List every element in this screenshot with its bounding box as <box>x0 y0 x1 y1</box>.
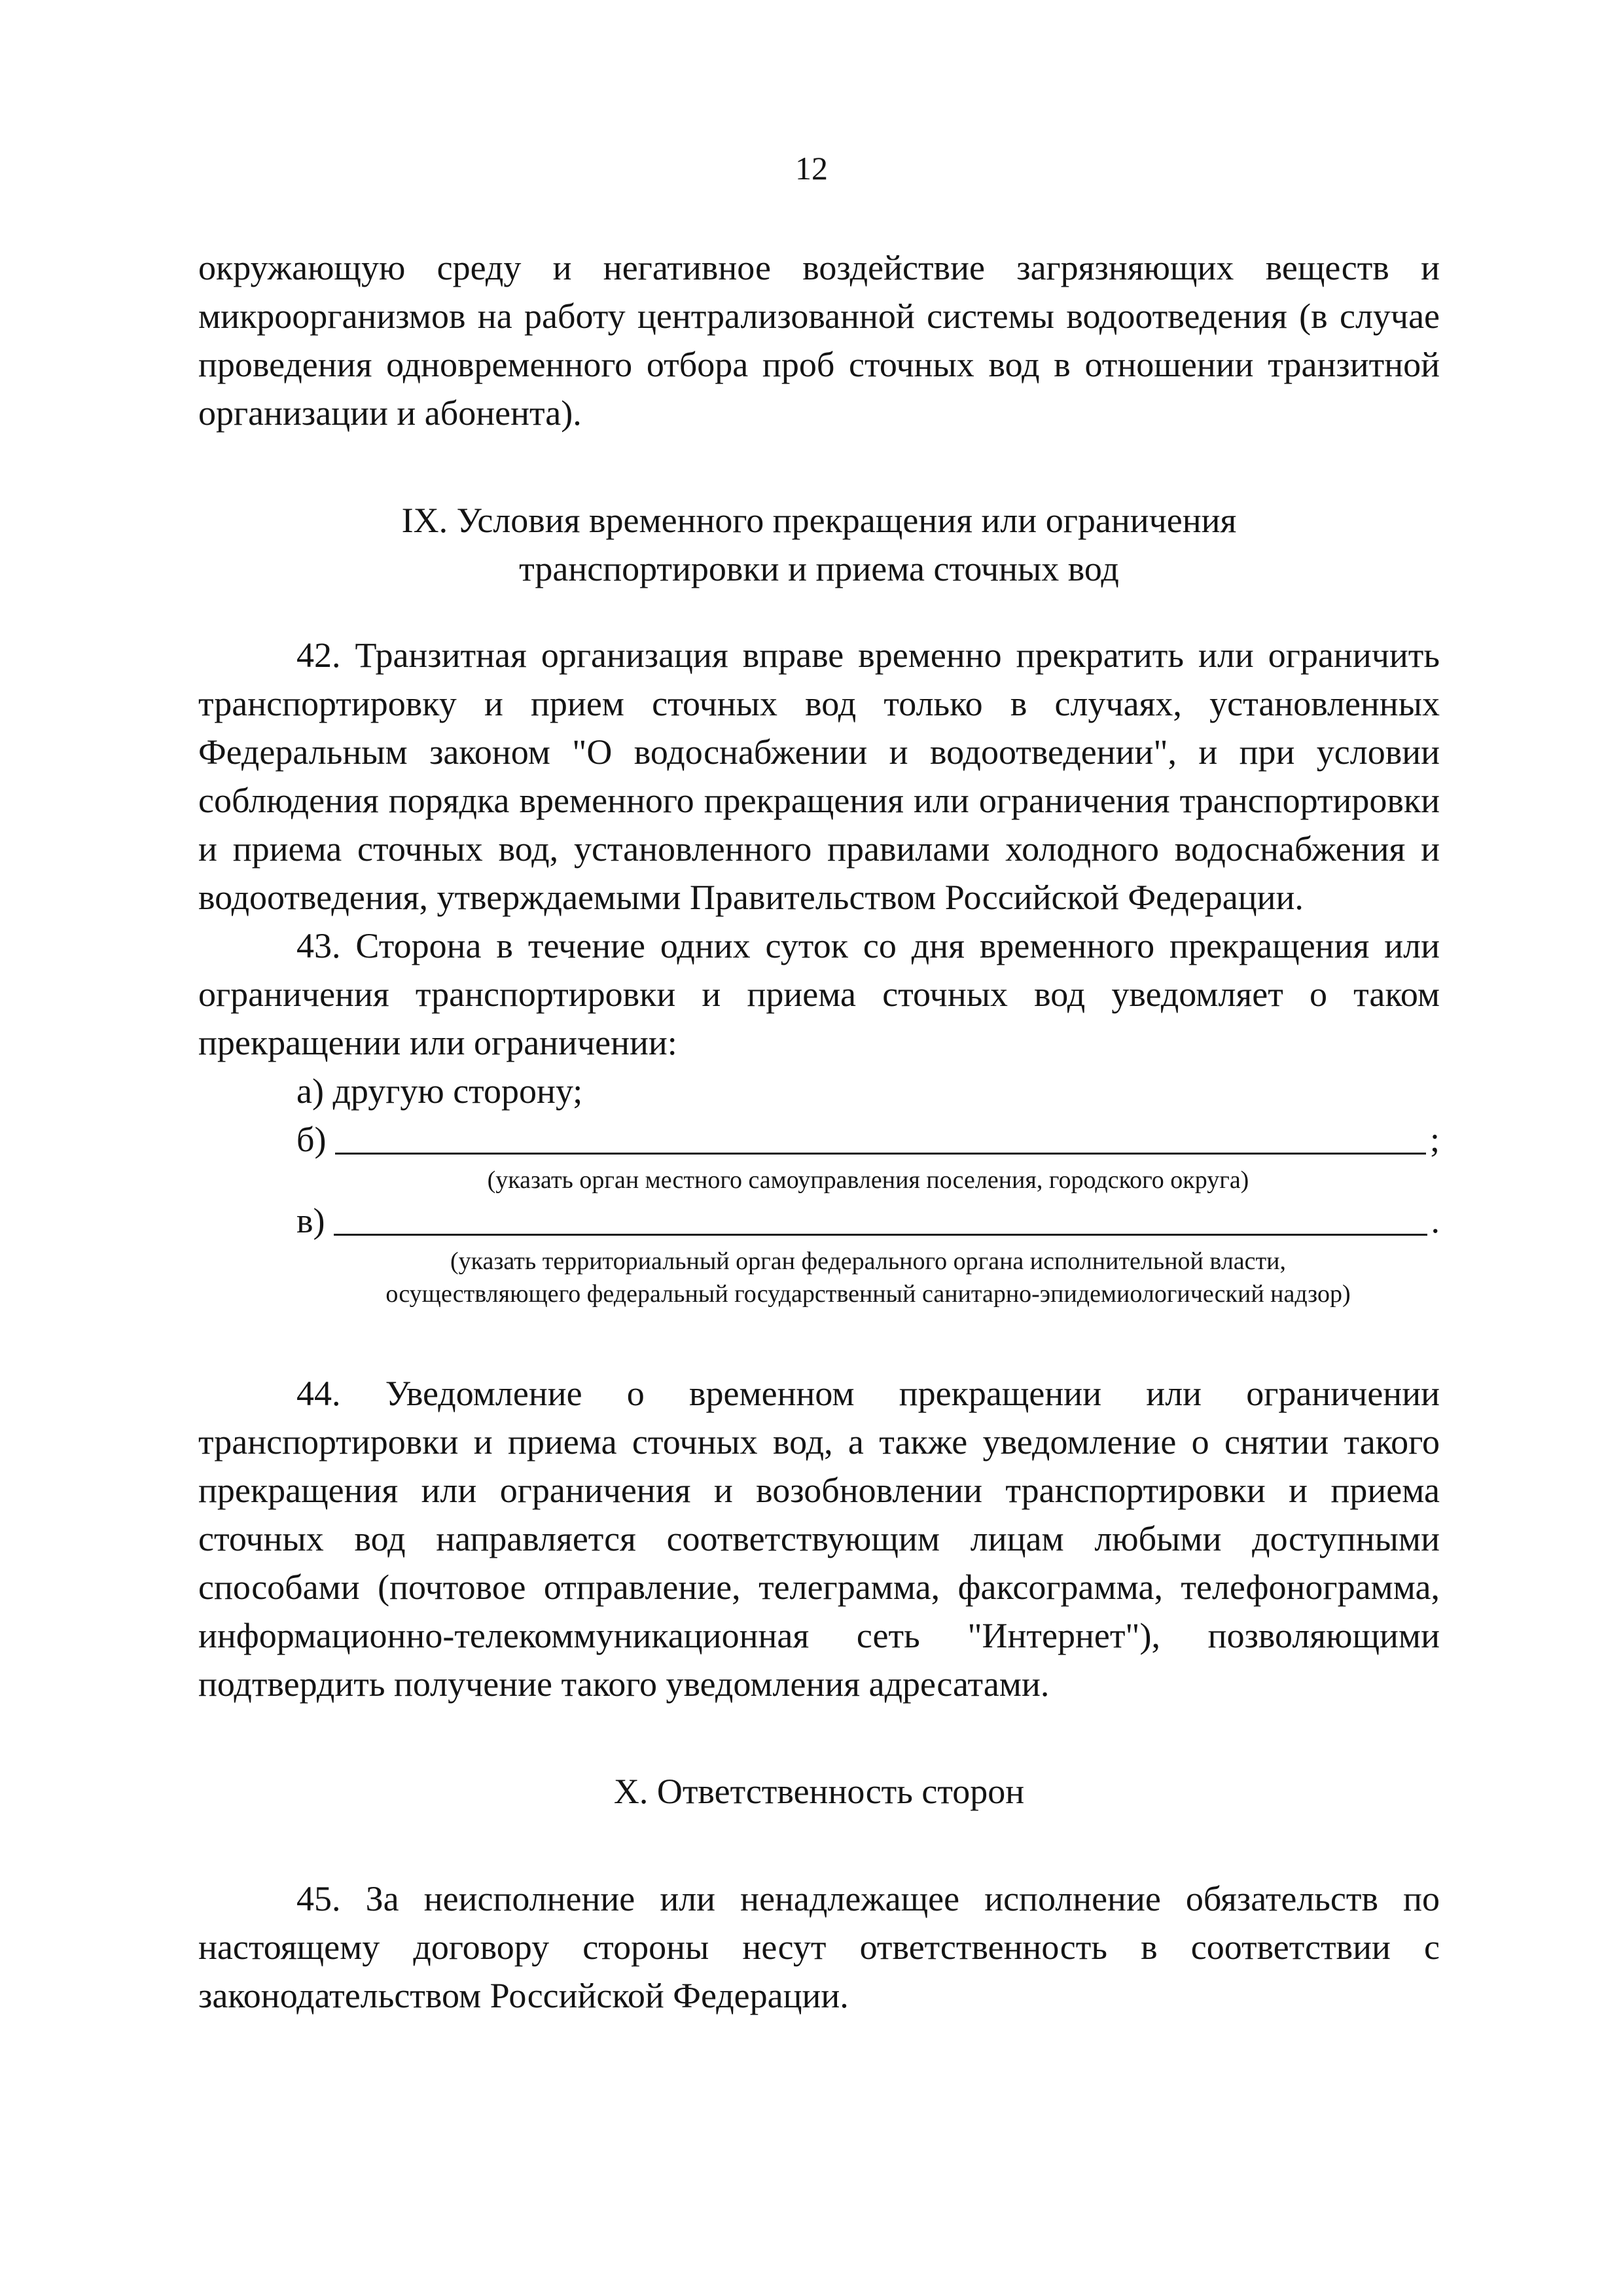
section-x-title: X. Ответственность сторон <box>613 1772 1025 1811</box>
spacer <box>198 1708 1440 1767</box>
spacer <box>198 593 1440 631</box>
item-a: а) другую сторону; <box>296 1071 583 1111</box>
item-v-caption-line1: (указать территориальный орган федерального органа исполнительной власти, <box>450 1247 1286 1275</box>
paragraph-43: 43. Сторона в течение одних суток со дня временного прекращения или ограничения транспортировки и приема сточных вод уведомляет о таком прекращении или ограничении: <box>198 926 1440 1062</box>
item-v-caption-line2: осуществляющего федеральный государственный санитарно-эпидемиологический надзор) <box>385 1280 1351 1308</box>
document-body <box>198 243 1440 2020</box>
paragraph-44: 44. Уведомление о временном прекращении или ограничении транспортировки и приема сточных вод, а также уведомление о снятии такого прекращения или ограничения и возобновлении транспортировки и приема сточных вод направляется соответствующим лицам любыми доступными способами (почтовое отправление, телеграмма, факсограмма, телефонограмма, информационно-телекоммуникационная сеть "Интернет"), позволяющими подтвердить получение такого уведомления адресатами. <box>198 1374 1440 1704</box>
paragraph-45: 45. За неисполнение или ненадлежащее исполнение обязательств по настоящему договору стороны несут ответственность в соответствии с законодательством Российской Федерации. <box>198 1879 1440 2015</box>
spacer <box>198 1816 1440 1874</box>
section-ix-title-line2: транспортировки и приема сточных вод <box>519 549 1119 588</box>
item-b-line <box>198 1115 1440 1164</box>
spacer <box>198 437 1440 496</box>
item-b-caption: (указать орган местного самоуправления поселения, городского округа) <box>487 1166 1249 1194</box>
intro-paragraph: окружающую среду и негативное воздействие загрязняющих веществ и микроорганизмов на работу централизованной системы водоотведения (в случае проведения одновременного отбора проб сточных вод в отношении транзитной организации и абонента). <box>198 248 1440 433</box>
section-ix-title-line1: IX. Условия временного прекращения или ограничения <box>401 501 1237 540</box>
paragraph-42: 42. Транзитная организация вправе временно прекратить или ограничить транспортировку и прием сточных вод только в случаях, установленных Федеральным законом "О водоснабжении и водоотведении", и при условии соблюдения порядка временного прекращения или ограничения транспортировки и приема сточных вод, установленного правилами холодного водоснабжения и водоотведения, утверждаемыми Правительством Российской Федерации. <box>198 636 1440 917</box>
item-v-fill-line[interactable] <box>334 1234 1427 1236</box>
item-v-line <box>198 1196 1440 1245</box>
item-b-suffix: ; <box>1429 1120 1440 1159</box>
item-b-prefix: б) <box>296 1120 327 1159</box>
item-v-prefix: в) <box>296 1201 325 1240</box>
item-v-suffix: . <box>1431 1201 1440 1240</box>
item-b-fill-line[interactable] <box>335 1153 1426 1155</box>
page-number: 12 <box>795 150 828 187</box>
spacer <box>198 1310 1440 1369</box>
